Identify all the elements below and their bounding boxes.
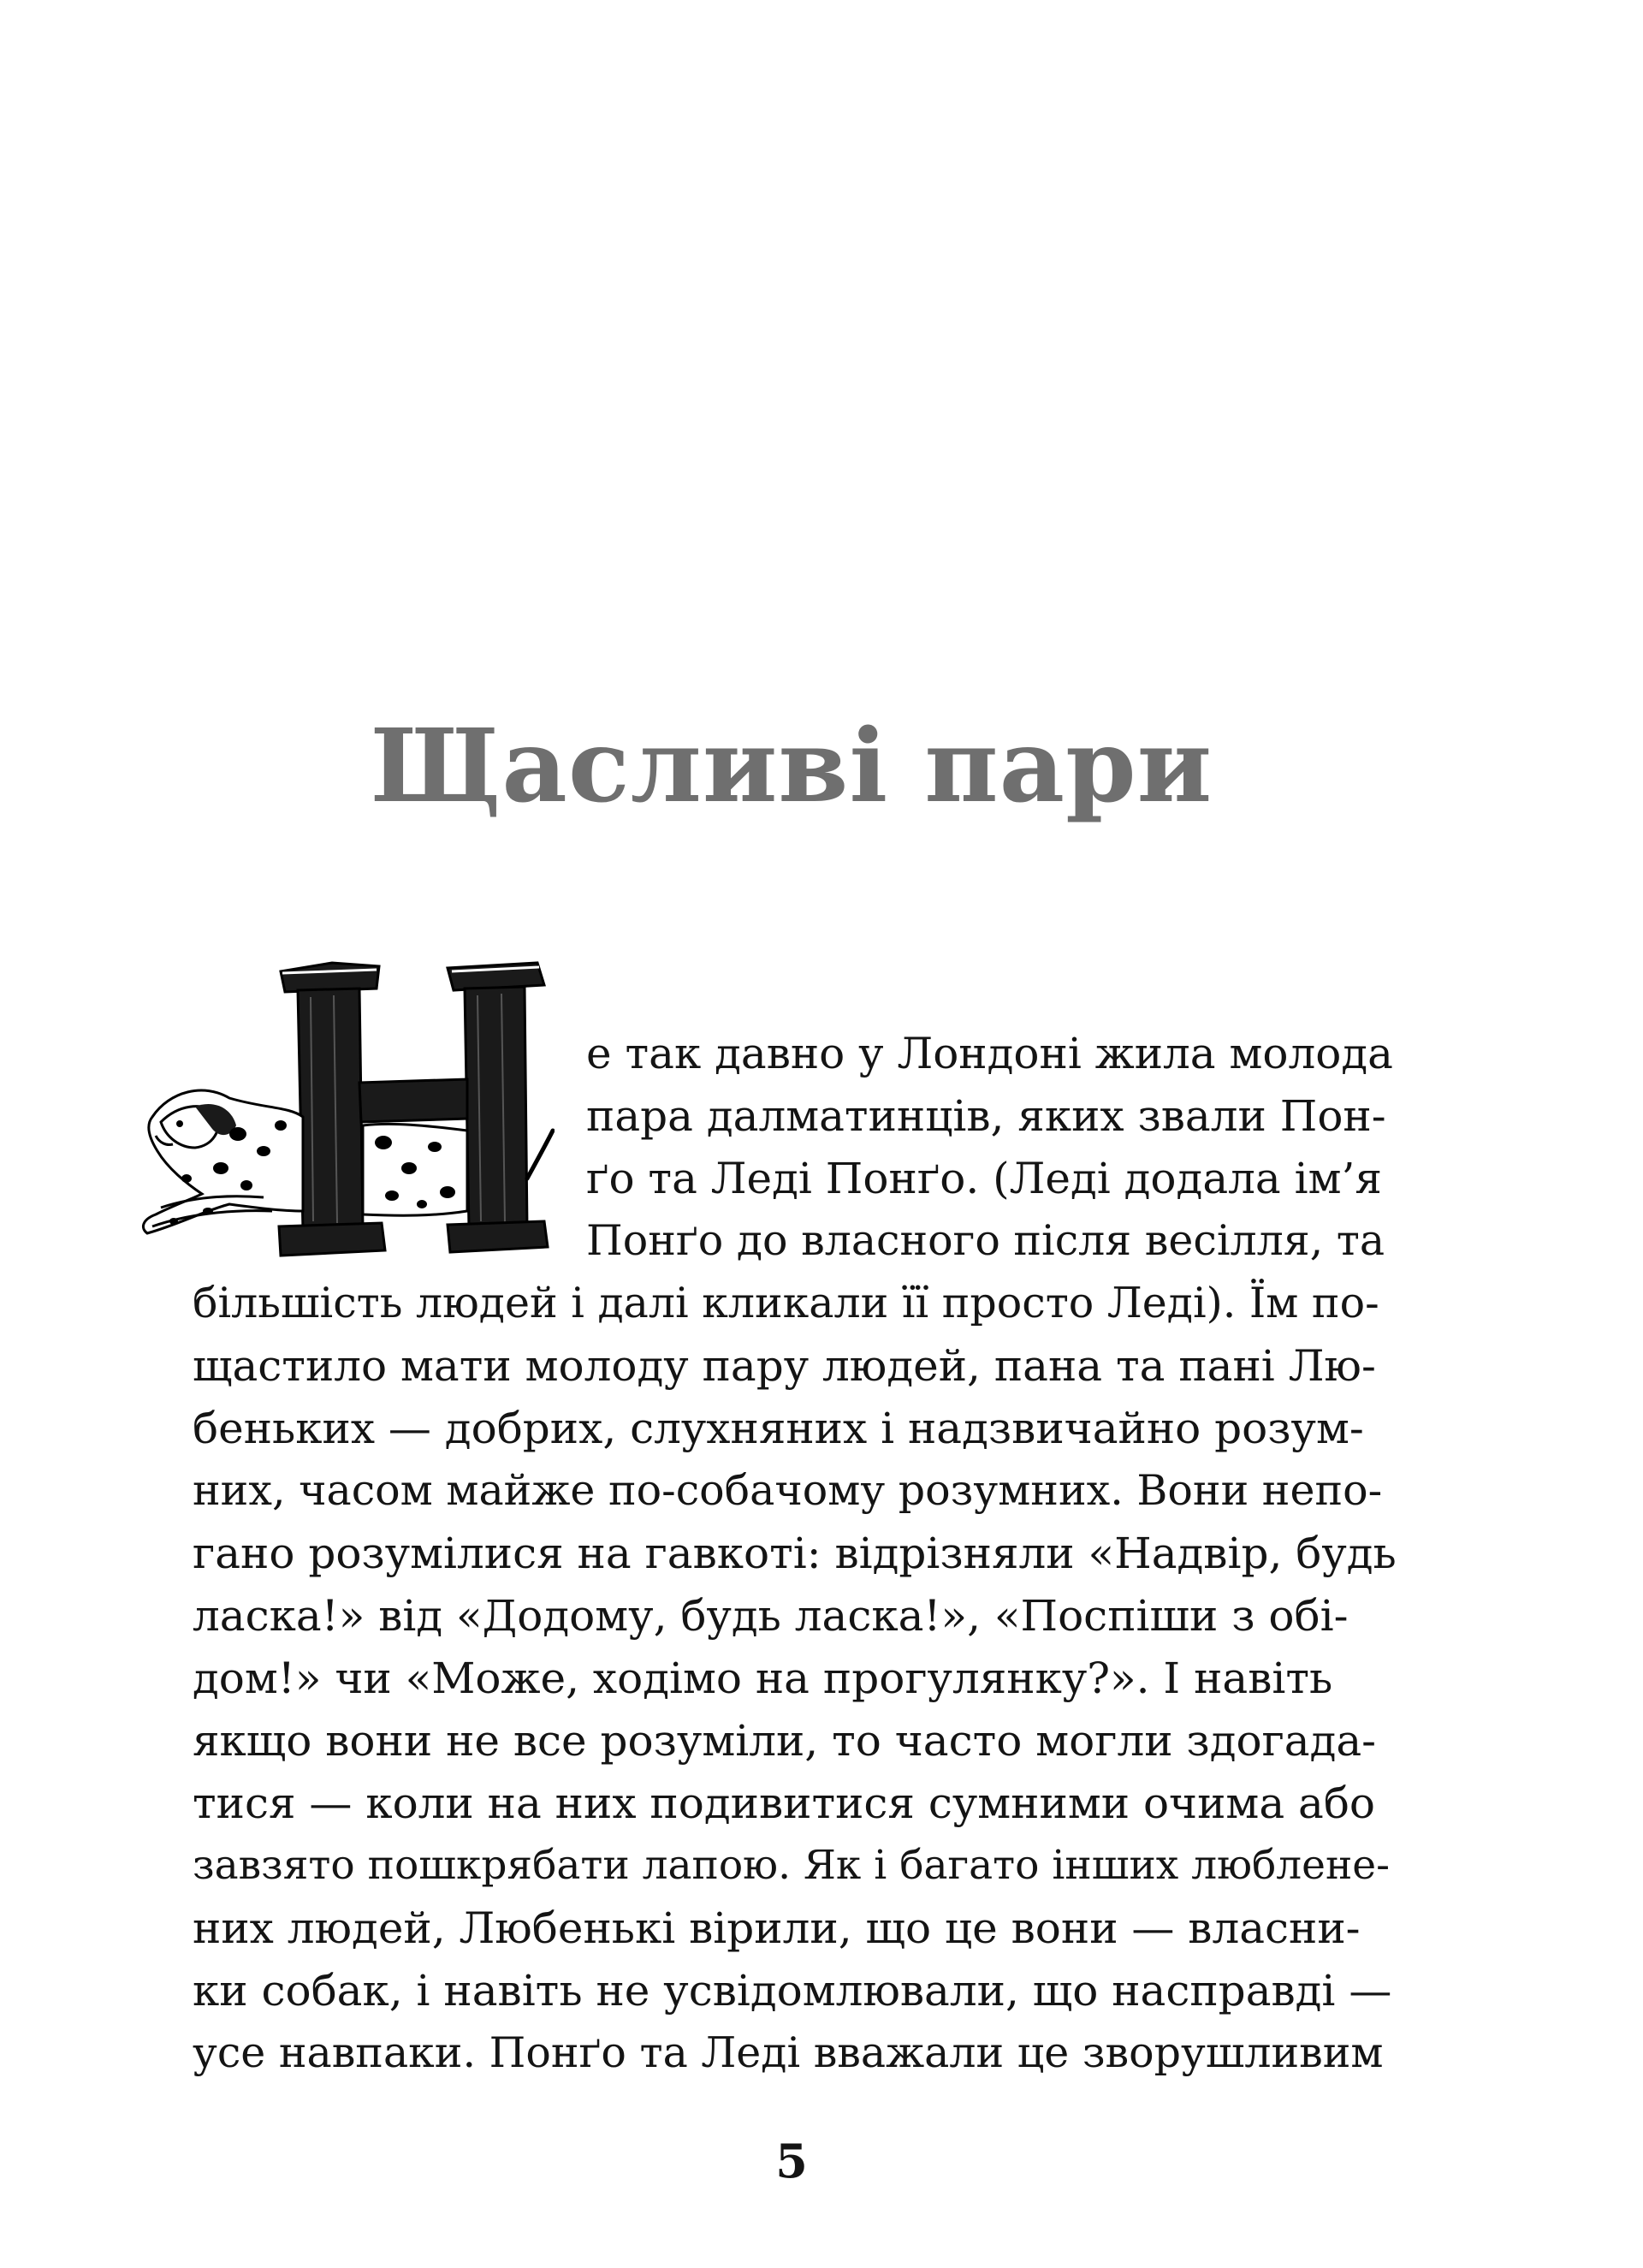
body-line-3: ґо та Леді Понґо. (Леді додала ім’я	[586, 1154, 1382, 1203]
body-line-12: якщо вони не все розуміли, то часто могли здогада-	[193, 1716, 1377, 1766]
body-line-8: них, часом майже по-собачому розумних. Вони непо-	[193, 1466, 1383, 1515]
page-number: 5	[775, 2134, 808, 2188]
body-line-7: беньких — добрих, слухняних і надзвичайно розум-	[193, 1404, 1364, 1453]
chapter-title: Щасливі пари	[370, 706, 1213, 825]
body-line-13: тися — коли на них подивитися сумними очима або	[193, 1778, 1376, 1828]
body-line-2: пара далматинців, яких звали Пон-	[586, 1091, 1386, 1141]
body-line-1: е так давно у Лондоні жила молода	[586, 1029, 1393, 1078]
body-line-14: завзято пошкрябати лапою. Як і багато інших люблене-	[193, 1842, 1390, 1889]
drop-cap-illustration	[135, 954, 555, 1271]
body-line-17: усе навпаки. Понґо та Леді вважали це зворушливим	[193, 2028, 1384, 2077]
body-line-5: більшість людей і далі кликали її просто Леді). Їм по-	[193, 1279, 1379, 1327]
body-line-11: дом!» чи «Може, ходімо на прогулянку?». І навіть	[193, 1654, 1333, 1703]
body-line-6: щастило мати молоду пару людей, пана та пані Лю-	[193, 1341, 1376, 1391]
body-line-16: ки собак, і навіть не усвідомлювали, що насправді —	[193, 1966, 1392, 2016]
body-line-9: гано розумілися на гавкоті: відрізняли «Надвір, будь	[193, 1529, 1397, 1578]
body-line-15: них людей, Любенькі вірили, що це вони — власни-	[193, 1903, 1361, 1953]
body-line-4: Понґо до власного після весілля, та	[586, 1216, 1385, 1265]
dalmatian-icon	[135, 954, 555, 1271]
body-line-10: ласка!» від «Додому, будь ласка!», «Поспіши з обі-	[193, 1591, 1349, 1641]
